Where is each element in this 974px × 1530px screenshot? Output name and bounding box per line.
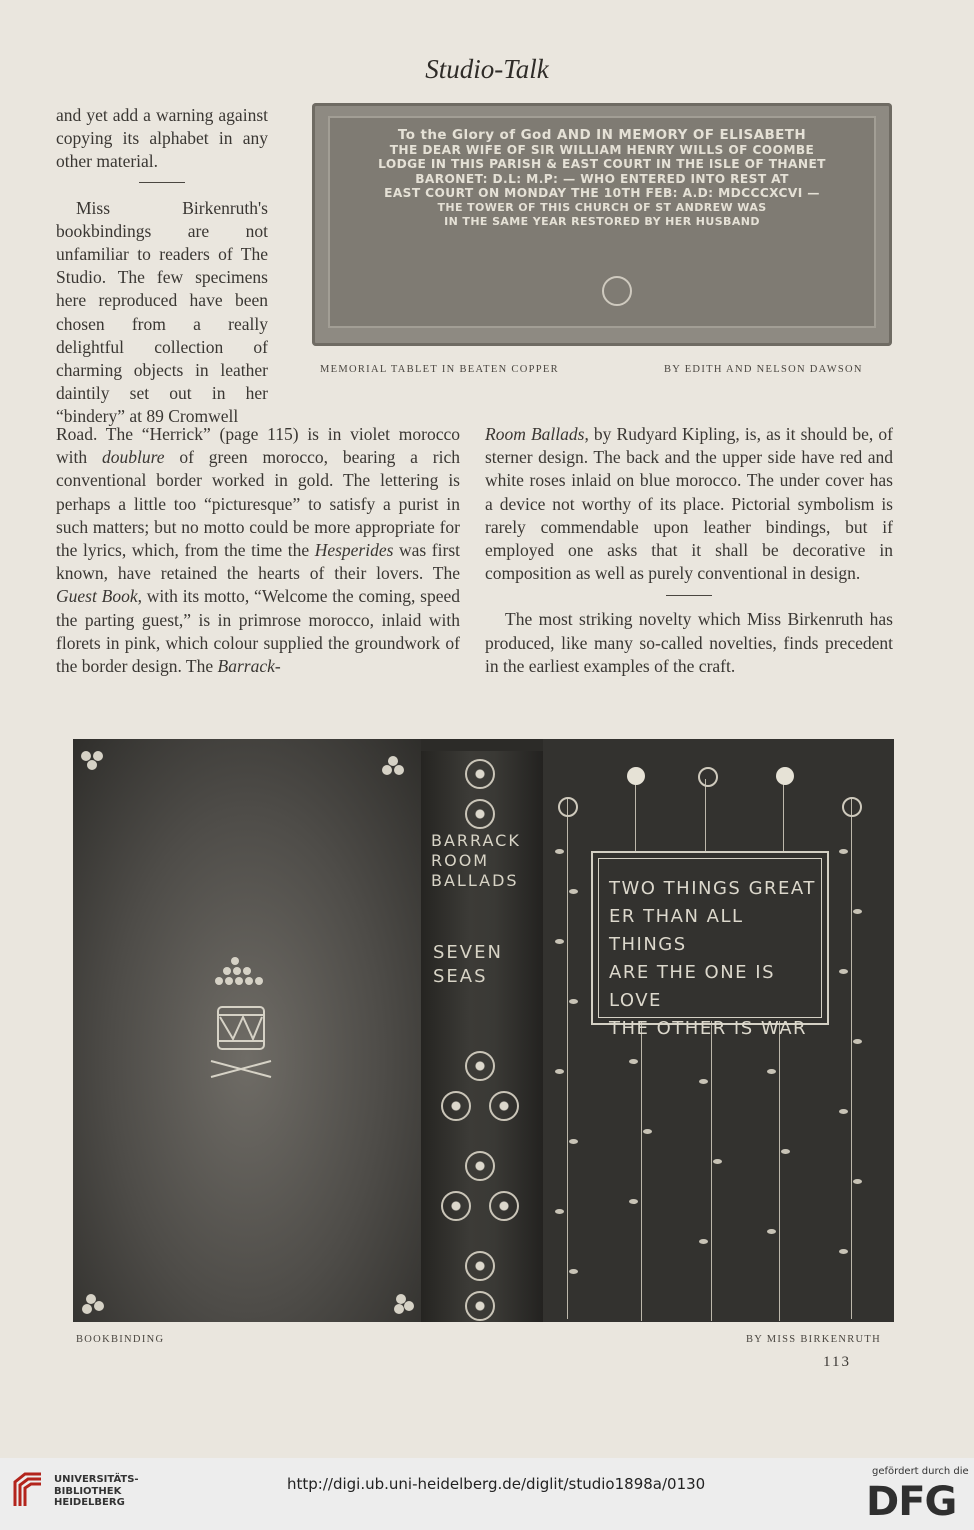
leaf-icon [767,1069,776,1074]
leaf-icon [629,1199,638,1204]
leaf-icon [569,889,578,894]
leaf-icon [643,1129,652,1134]
motto-line: TWO THINGS GREAT [609,878,816,899]
motto-line: ER THAN ALL THINGS [609,906,744,955]
white-rose-icon [627,767,645,785]
library-line: UNIVERSITÄTS- [54,1474,139,1485]
leaf-icon [781,1149,790,1154]
running-title: Studio-Talk [425,54,549,84]
binding-caption-right: BY MISS BIRKENRUTH [746,1334,882,1345]
text-run: , with its motto, “Welcome the coming, speed the parting guest,” is in primrose morocco, inlaid with florets in pink, which colour supplied the groundwork of the border design. The [56,586,460,677]
vine-stem [779,1021,780,1321]
left-column-bottom [56,423,460,678]
inscription-line: To the Glory of God AND IN MEMORY OF ELISABETH [397,127,807,143]
leaf-icon [555,849,564,854]
library-logo-icon [11,1470,45,1510]
rose-ornament-icon [465,799,495,829]
rose-ornament-icon [441,1191,471,1221]
spine-line: SEVEN [433,942,503,963]
tablet-panel [328,116,876,328]
spine-title-2 [433,941,503,989]
motto-line: THE OTHER IS WAR [609,1018,808,1039]
italic-term: Guest Book [56,586,138,607]
memorial-tablet-image [312,103,892,346]
tablet-caption-left: MEMORIAL TABLET IN BEATEN COPPER [320,364,559,375]
cross-emblem-icon [602,276,632,306]
italic-term: Hesperides [314,540,394,561]
spine-line: BARRACK [431,831,521,850]
library-name [54,1474,139,1509]
rose-ornament-icon [489,1091,519,1121]
leaf-icon [839,969,848,974]
library-line: BIBLIOTHEK [54,1485,122,1497]
leaf-icon [569,1269,578,1274]
back-cover-device [73,739,421,1322]
page-number: 113 [823,1354,851,1370]
vine-stem [851,799,852,1319]
tablet-inscription [348,128,856,230]
book-spine [421,751,543,1322]
vine-stem [711,1021,712,1321]
spine-line: ROOM [431,851,490,870]
leaf-icon [569,999,578,1004]
leaf-icon [629,1059,638,1064]
rose-ornament-icon [465,1251,495,1281]
binding-caption-left: BOOKBINDING [76,1334,165,1345]
rose-outline-icon [558,797,578,817]
paragraph: The most striking novelty which Miss Birkenruth has produced, like many so-called novelties, finds precedent in the earliest examples of the craft. [485,609,893,676]
paragraph [485,423,893,585]
paragraph: Miss Birkenruth's bookbindings are not unfamiliar to readers of The Studio. The few specimens here reproduced have been chosen from a really delightful collection of charming objects in leather daintily set out in her “bindery” at 89 Cromwell [56,197,268,427]
inscription-line: THE TOWER OF THIS CHURCH OF ST ANDREW WAS [437,200,767,214]
inscription-line: THE DEAR WIFE OF SIR WILLIAM HENRY WILLS OF COOMBE [389,142,815,157]
section-divider [139,182,185,183]
rose-outline-icon [698,767,718,787]
rose-ornament-icon [441,1091,471,1121]
paragraph: and yet add a warning against copying its alphabet in any other material. [56,105,268,172]
leaf-icon [569,1139,578,1144]
rose-ornament-icon [465,759,495,789]
text-run: , by Rudyard Kipling, is, as it should be, of sterner design. The back and the upper side have red and white roses inlaid on blue morocco. The under cover has a device not worthy of its place. Pictorial symbolism is rarely commendable upon leather bindings, but if employed one asks that it shall be decorative in composition as well as purely conventional in design. [485,424,894,584]
text-run: Road. The “Herrick” (page 115) is in violet morocco with [56,424,460,468]
vine-stem [641,1021,642,1321]
motto-panel [591,851,829,1039]
italic-term: doublure [101,447,165,468]
text-run: of green morocco, bearing a rich conventional border worked in gold. The lettering is perhaps a little too “picturesque” to satisfy a purist in such matters; but no motto could be more appropriate for the lyrics, which, from the time the [56,447,460,561]
funding-label: gefördert durch die [872,1466,969,1477]
leaf-icon [555,1069,564,1074]
leaf-icon [839,1109,848,1114]
text-run: was first known, have retained the hearts of their lovers. The [56,540,460,584]
digitization-footer [0,1458,974,1530]
motto-text [609,875,817,1043]
white-rose-icon [776,767,794,785]
inscription-line: IN THE SAME YEAR RESTORED BY HER HUSBAND [444,215,760,228]
leaf-icon [555,939,564,944]
leaf-icon [555,1209,564,1214]
leaf-icon [767,1229,776,1234]
italic-term: Barrack- [217,656,281,677]
vine-stem [635,779,636,851]
left-column-top [56,104,268,429]
leaf-icon [699,1079,708,1084]
rose-ornament-icon [465,1291,495,1321]
vine-stem [567,799,568,1319]
leaf-icon [839,1249,848,1254]
rose-ornament-icon [465,1051,495,1081]
section-divider [666,595,712,596]
bookbinding-image [73,739,894,1322]
leaf-icon [853,1039,862,1044]
vine-stem [705,779,706,851]
inscription-line: BARONET: D.L: M.P: — WHO ENTERED INTO REST AT [415,171,789,186]
leaf-icon [853,1179,862,1184]
tablet-caption-right: BY EDITH AND NELSON DAWSON [664,364,863,375]
spine-line: BALLADS [431,871,519,890]
book-front-cover [543,739,894,1322]
source-url-link[interactable]: http://digi.ub.uni-heidelberg.de/diglit/studio1898a/0130 [287,1475,706,1493]
vine-stem [783,779,784,851]
inscription-line: LODGE IN THIS PARISH & EAST COURT IN THE ISLE OF THANET [378,157,826,171]
italic-term: Room Ballads [485,424,585,444]
inscription-line: EAST COURT ON MONDAY THE 10TH FEB: A.D: MDCCCXCVI — [384,186,820,200]
spine-line: SEAS [433,966,488,987]
motto-line: ARE THE ONE IS LOVE [609,962,776,1011]
rose-ornament-icon [489,1191,519,1221]
leaf-icon [839,849,848,854]
book-back-cover [73,739,421,1322]
leaf-icon [699,1239,708,1244]
dfg-logo: DFG [866,1479,957,1525]
leaf-icon [853,909,862,914]
leaf-icon [713,1159,722,1164]
rose-ornament-icon [465,1151,495,1181]
rose-outline-icon [842,797,862,817]
spine-title-1 [431,831,521,891]
right-column [485,423,893,678]
library-line: HEIDELBERG [54,1497,125,1508]
